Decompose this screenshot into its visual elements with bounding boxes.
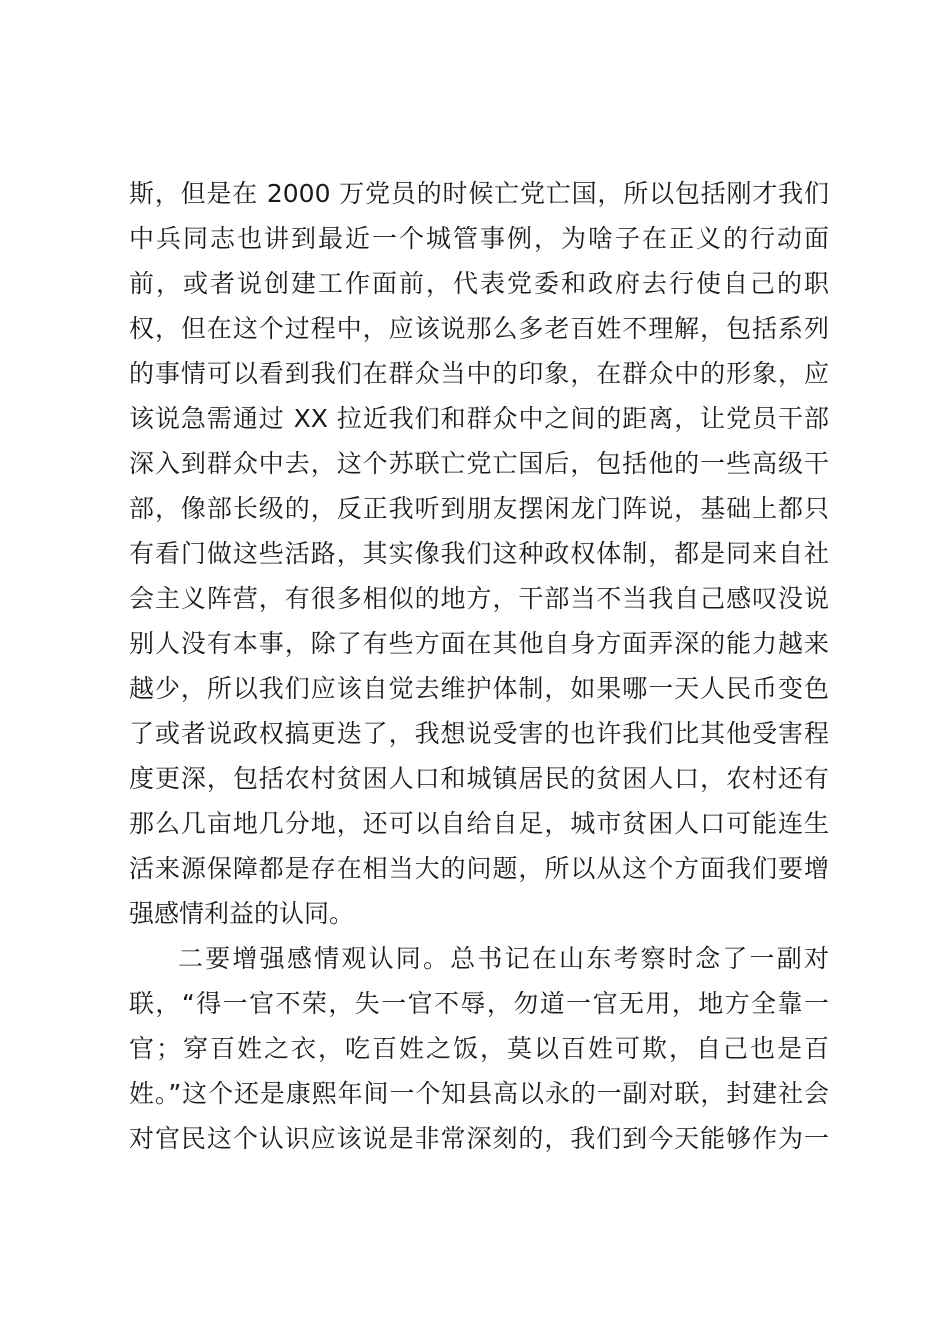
text-line: 中兵同志也讲到最近一个城管事例，为啥子在正义的行动面 xyxy=(129,224,829,253)
text-line: 姓。”这个还是康熙年间一个知县高以永的一副对联，封建社会 xyxy=(129,1079,829,1108)
text-line: 会主义阵营，有很多相似的地方，干部当不当我自己感叹没说 xyxy=(129,584,829,613)
text-line: 斯，但是在 2000 万党员的时候亡党亡国，所以包括刚才我们 xyxy=(129,179,829,208)
text-line: 有看门做这些活路，其实像我们这种政权体制，都是同来自社 xyxy=(129,539,829,568)
text-line: 深入到群众中去，这个苏联亡党亡国后，包括他的一些高级干 xyxy=(129,449,829,478)
text-line: 度更深，包括农村贫困人口和城镇居民的贫困人口，农村还有 xyxy=(129,764,829,793)
text-line: 部，像部长级的，反正我听到朋友摆闲龙门阵说，基础上都只 xyxy=(129,494,829,523)
text-line: 了或者说政权搞更迭了，我想说受害的也许我们比其他受害程 xyxy=(129,719,829,748)
text-line: 官；穿百姓之衣，吃百姓之饭，莫以百姓可欺，自己也是百 xyxy=(129,1034,829,1063)
text-line: 对官民这个认识应该说是非常深刻的，我们到今天能够作为一 xyxy=(129,1124,829,1153)
text-line: 前，或者说创建工作面前，代表党委和政府去行使自己的职 xyxy=(129,269,829,298)
text-line: 活来源保障都是存在相当大的问题，所以从这个方面我们要增 xyxy=(129,854,829,883)
text-line: 别人没有本事，除了有些方面在其他自身方面弄深的能力越来 xyxy=(129,629,829,658)
text-line: 该说急需通过 XX 拉近我们和群众中之间的距离，让党员干部 xyxy=(129,404,829,433)
text-line: 联，“得一官不荣，失一官不辱，勿道一官无用，地方全靠一 xyxy=(129,989,829,1018)
text-line: 强感情利益的认同。 xyxy=(129,899,355,928)
text-line: 越少，所以我们应该自觉去维护体制，如果哪一天人民币变色 xyxy=(129,674,829,703)
text-line: 的事情可以看到我们在群众当中的印象，在群众中的形象，应 xyxy=(129,359,829,388)
text-line: 权，但在这个过程中，应该说那么多老百姓不理解，包括系列 xyxy=(129,314,829,343)
paragraph-first-line: 二要增强感情观认同。总书记在山东考察时念了一副对 xyxy=(178,944,829,973)
text-line: 那么几亩地几分地，还可以自给自足，城市贫困人口可能连生 xyxy=(129,809,829,838)
